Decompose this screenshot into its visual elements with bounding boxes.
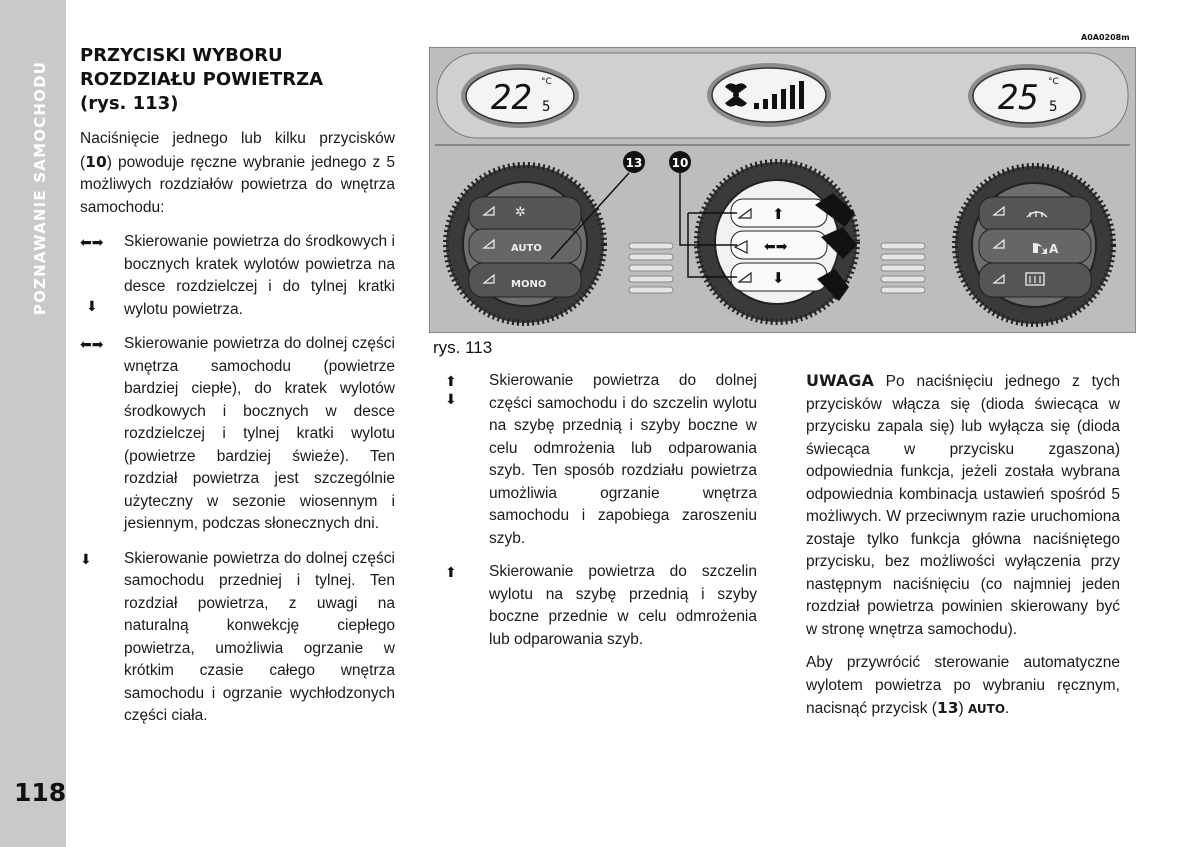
right-temp-value: 25: [998, 78, 1039, 118]
left-right-arrows-icon: ⬅➡: [80, 234, 104, 250]
left-temp-value: 22: [491, 78, 532, 118]
note-label: UWAGA: [806, 371, 874, 390]
right-temp-unit: °C: [1048, 77, 1059, 87]
snowflake-icon: ✲: [515, 205, 526, 220]
note-paragraph: [806, 370, 1120, 641]
list-item-text: Skierowanie powietrza do dolnej części samochodu i do szczelin wylotu na szybę przednią i szyby boczne w celu odmrożenia lub odparowania szyb. Ten sposób rozdziału powietrza umożliwia ogrzanie wnętrza samochodu i zapobiega zaroszeniu szyb.: [489, 372, 757, 547]
intro-paragraph: [80, 128, 395, 219]
down-arrow-icon: ⬇: [80, 550, 92, 567]
down-arrow-icon: ⬇: [445, 391, 457, 407]
list-item-text: Skierowanie powietrza do dolnej części wnętrza samochodu (powietrze bardziej ciepłe), do kratek wylotów środkowych i bocznych w desce rozdzielczej i tylnej kratki wylotu (powietrze bardziej świeże). Ten rozdział powietrza jest szczególnie użyteczny w sezonie wiosennym i jesiennym, podczas słonecznych dni.: [124, 335, 395, 532]
figure-caption: rys. 113: [433, 338, 493, 357]
list-item: [80, 333, 395, 536]
chapter-sidebar: [0, 0, 66, 847]
intro-ref: 10: [85, 152, 107, 171]
recirculation-auto-label[interactable]: A: [1049, 242, 1059, 256]
intro-text: Naciśnięcie jednego lub kilku przycisków (: [80, 130, 395, 171]
left-temp-decimal: 5: [542, 99, 551, 115]
up-arrow-icon: ⬆: [445, 373, 457, 389]
svg-text:10: 10: [671, 156, 689, 170]
heading-line-1: PRZYCISKI WYBORU: [80, 45, 283, 66]
column-2: [445, 370, 757, 651]
note-text-3: ): [958, 700, 968, 717]
mono-button-label[interactable]: MONO: [511, 279, 547, 290]
center-control-knob[interactable]: [697, 162, 857, 322]
left-control-knob[interactable]: [446, 165, 604, 323]
right-control-knob[interactable]: [955, 166, 1113, 324]
svg-text:13: 13: [625, 156, 643, 170]
left-right-arrows-icon: ⬅➡: [80, 336, 104, 352]
list-item: [445, 561, 757, 651]
heading-line-3: (rys. 113): [80, 93, 179, 114]
note-text-end: .: [1005, 700, 1010, 717]
left-temp-unit: °C: [541, 77, 552, 87]
auto-button-label[interactable]: AUTO: [511, 243, 542, 254]
note-text: Po naciśnięciu jednego z tych przycisków włącza się (dioda świecąca w przycisku zapala się) lub wyłącza się (dioda świecąca w przycisku zgaszona) odpowiednia funkcja, jeżeli została wybrana odpowiednia kombinacja ustawień spośród 5 możliwych. W przeciwnym razie uruchomiona zostaje tylko funkcja główna naciśniętego przycisku, bez możliwości wyłączenia przy następnym naciśnięciu (co najmniej jeden rozdział powietrza powinien skierowany być w stronę wnętrza samochodu).: [806, 373, 1120, 638]
note-auto-label: AUTO: [967, 702, 1006, 716]
left-temperature-display: [461, 64, 579, 128]
down-arrow-icon: ⬇: [772, 269, 785, 287]
figure-code: A0A0208m: [1081, 33, 1130, 42]
list-item-text: Skierowanie powietrza do dolnej części samochodu przedniej i tylnej. Ten rozdział powietrza, z uwagi na naturalną konwekcję ciepłego powietrza, umożliwia ogrzanie w krótkim czasie całego wnętrza samochodu i ogrzanie wychłodzonych części ciała.: [124, 549, 395, 724]
left-right-arrows-icon: ⬅➡: [764, 239, 788, 255]
right-temp-decimal: 5: [1049, 99, 1058, 115]
heading-line-2: ROZDZIAŁU POWIETRZA: [80, 69, 324, 90]
up-arrow-icon: ⬆: [772, 205, 785, 223]
intro-text-end: ) powoduje ręczne wybranie jednego z 5 możliwych rozdziałów powietrza do wnętrza samochodu:: [80, 153, 395, 216]
column-3: [806, 370, 1120, 721]
list-item: [445, 370, 757, 550]
right-temperature-display: [968, 64, 1086, 128]
note-ref: 13: [936, 699, 959, 717]
chapter-title: POZNAWANIE SAMOCHODU: [31, 60, 49, 316]
list-item: [80, 231, 395, 321]
note-text-2: Aby przywrócić sterowanie automatyczne wylotem powietrza po wybraniu ręcznym, nacisnąć przycisk (: [806, 654, 1120, 717]
list-item: [80, 548, 395, 728]
up-arrow-icon: ⬆: [445, 564, 457, 580]
down-arrow-icon: ⬇: [86, 298, 98, 314]
climate-control-figure: [429, 47, 1136, 333]
list-item-text: Skierowanie powietrza do środkowych i bocznych kratek wylotów powietrza na desce rozdzielczej i do tylnej kratki wylotu powietrza.: [124, 233, 395, 318]
list-item-text: Skierowanie powietrza do szczelin wylotu na szybę przednią i szyby boczne przednie w celu odmrożenia lub odparowania szyb.: [489, 563, 757, 648]
fan-speed-display: [707, 63, 831, 127]
section-heading: [80, 44, 400, 116]
column-1: [80, 128, 395, 728]
note-paragraph-2: [806, 652, 1120, 721]
page-number: 118: [14, 778, 67, 807]
